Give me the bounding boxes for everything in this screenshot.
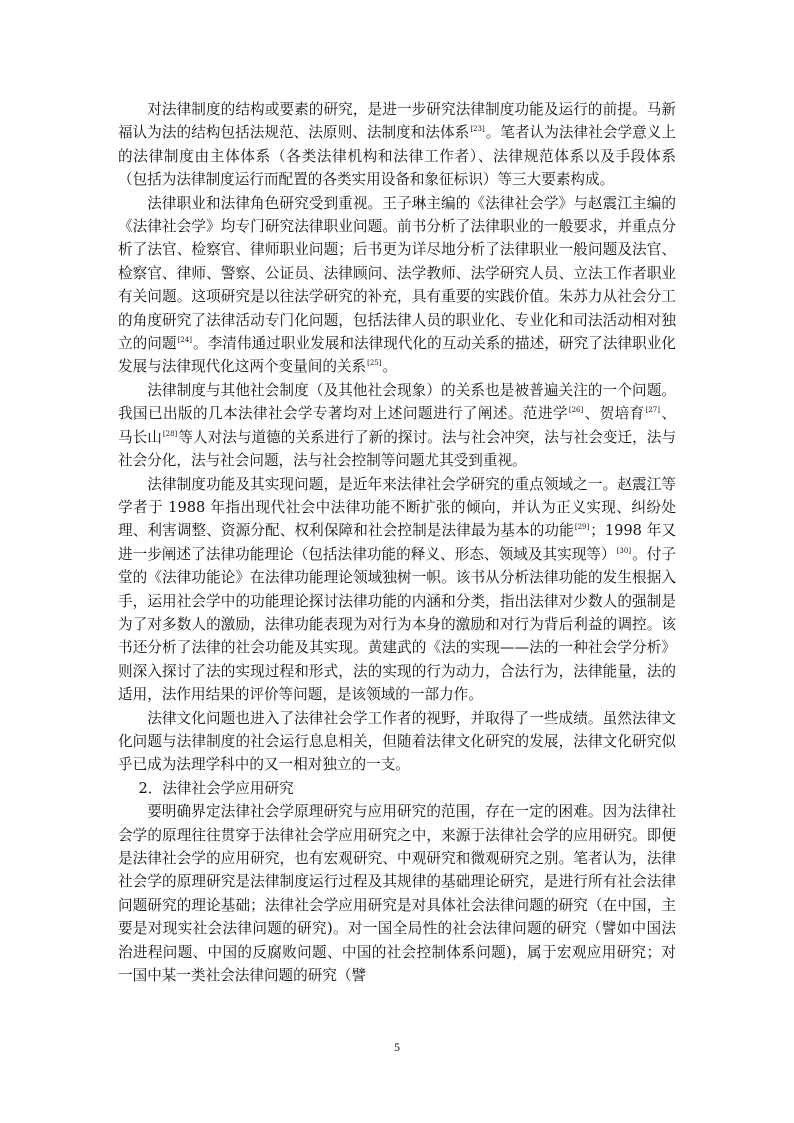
paragraph-applied-research: 要明确界定法律社会学原理研究与应用研究的范围，存在一定的困难。因为法律社会学的原理往往贯穿于法律社会学应用研究之中，来源于法律社会学的应用研究。即便是法律社会学的应用研究，也有宏观研究、中观研究和微观研究之别。笔者认为，法律社会学的原理研究是法律制度运行过程及其规律的基础理论研究，是进行所有社会法律问题研究的理论基础；法律社会学应用研究是对具体社会法律问题的研究（在中国，主要是对现实社会法律问题的研究)。对一国全局性的社会法律问题的研究（譬如中国法治进程问题、中国的反腐败问题、中国的社会控制体系问题)，属于宏观应用研究；对一国中某一类社会法律问题的研究（譬 [118,803,676,985]
text-run: 。付子堂的《法律功能论》在法律功能理论领域独树一帜。该书从分析法律功能的发生根据入手，运用社会学中的功能理论探讨法律功能的内涵和分类，指出法律对少数人的强制是为了对多数人的激励，法律功能表现为对行为本身的激励和对行为背后利益的调控。该书还分析了法律的社会功能及其实现。黄建武的《法的实现——法的一种社会学分析》则深入探讨了法的实现过程和形式，法的实现的行为动力，合法行为，法律能量，法的适用，法作用结果的评价等问题，是该领域的一部力作。 [118,545,676,704]
paragraph-legal-culture: 法律文化问题也进入了法律社会学工作者的视野，并取得了一些成绩。虽然法律文化问题与法律制度的社会运行息息相关，但随着法律文化研究的发展，法律文化研究似乎已成为法理学科中的又一相对独立的一支。 [118,709,676,774]
paragraph-other-institutions [118,379,676,473]
paragraph-structure [118,98,676,192]
text-run: 。李清伟通过职业发展和法律现代化的互动关系的描述，研究了法律职业化发展与法律现代化这两个变量间的关系 [118,335,676,376]
section-heading: 2．法律社会学应用研究 [138,779,294,797]
citation-ref: [30] [616,546,632,555]
text-run: 法律制度功能及其实现问题，是近年来法律社会学研究的重点领域之一。赵震江等学者于 1988 年指出现代社会中法律功能不断扩张的倾向，并认为正义实现、纠纷处理、利害调整、资源分配、权利保障和社会控制是法律最为基本的功能 [118,475,676,540]
paragraph-legal-profession [118,192,676,379]
text-run: 。笔者认为法律社会学意义上的法律制度由主体体系（各类法律机构和法律工作者）、法律规范体系以及手段体系（包括为法律制度运行而配置的各类实用设备和象征标识）等三大要素构成。 [118,124,676,189]
text-run: 、贺培育 [584,405,645,423]
text-run: 等人对法与道德的关系进行了新的探讨。法与社会冲突，法与社会变迁，法与社会分化，法与社会问题，法与社会控制等问题尤其受到重视。 [118,428,676,470]
text-run: ；1998 年又进一步阐述了法律功能理论（包括法律功能的释义、形态、领域及其实现等） [118,522,676,563]
text-run: 、马长山 [118,405,676,446]
citation-ref: [29] [574,523,590,532]
citation-ref: [24] [177,336,192,345]
text-run: 法律职业和法律角色研究受到重视。王子琳主编的《法律社会学》与赵震江主编的《法律社会学》均专门研究法律职业问题。前书分析了法律职业的一般要求，并重点分析了法官、检察官、律师职业问题；后书更为详尽地分析了法律职业一般问题及法官、检察官、律师、警察、公证员、法律顾问、法学教师、法学研究人员、立法工作者职业有关问题。这项研究是以往法学研究的补充，具有重要的实践价值。朱苏力从社会分工的角度研究了法律活动专门化问题，包括法律人员的职业化、专业化和司法活动相对独立的问题 [118,194,676,353]
citation-ref: [26] [568,406,584,415]
text-run: 对法律制度的结构或要素的研究，是进一步研究法律制度功能及运行的前提。马新福认为法的结构包括法规范、法原则、法制度和法体系 [118,101,676,142]
page-number: 5 [394,1040,400,1054]
citation-ref: [25] [367,359,382,368]
citation-ref: [28] [162,429,178,438]
citation-ref: [27] [645,406,660,415]
paragraph-legal-function [118,473,676,707]
text-run: 法律制度与其他社会制度（及其他社会现象）的关系也是被普遍关注的一个问题。我国已出版的几本法律社会学专著均对上述问题进行了阐述。范进学 [118,381,676,423]
text-run: 。 [382,358,398,376]
body-text [118,98,676,987]
citation-ref: [23] [470,125,485,134]
